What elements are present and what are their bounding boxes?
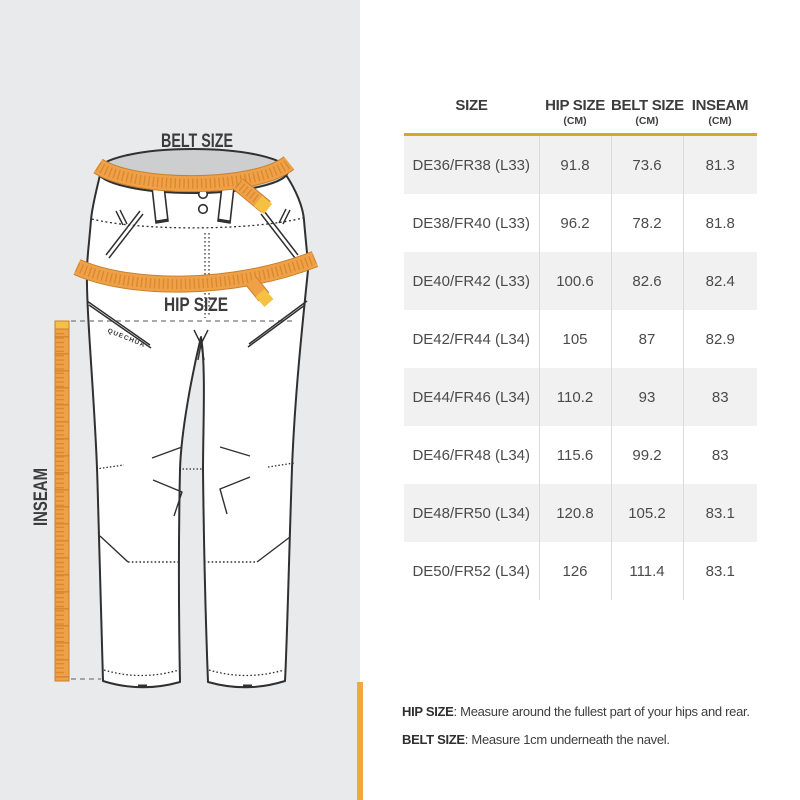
value-cell: 105	[539, 310, 611, 368]
value-cell: 111.4	[611, 542, 683, 600]
col-label-size: SIZE	[455, 97, 488, 114]
diagram-panel	[0, 0, 360, 800]
col-unit-inseam: (CM)	[708, 115, 732, 127]
value-cell: 78.2	[611, 194, 683, 252]
value-cell: 96.2	[539, 194, 611, 252]
belt-size-note	[402, 726, 794, 754]
col-header-size	[404, 97, 539, 135]
size-cell: DE36/FR38 (L33)	[412, 156, 531, 174]
value-cell: 110.2	[539, 368, 611, 426]
value-cell: 120.8	[539, 484, 611, 542]
table-row	[404, 368, 757, 426]
brand-text: QUECHUA	[106, 327, 147, 350]
value-cell: 81.3	[683, 135, 757, 195]
measurement-notes	[402, 698, 794, 754]
col-label-belt: BELT SIZE	[611, 97, 684, 114]
table-row	[404, 484, 757, 542]
pants-outline	[87, 175, 308, 687]
belt-size-note-text: : Measure 1cm underneath the navel.	[464, 732, 670, 747]
size-cell: DE48/FR50 (L34)	[412, 504, 531, 522]
value-cell: 82.6	[611, 252, 683, 310]
col-header-hip	[539, 97, 611, 135]
value-cell: 100.6	[539, 252, 611, 310]
value-cell: 82.4	[683, 252, 757, 310]
col-unit-belt: (CM)	[635, 115, 659, 127]
value-cell: 105.2	[611, 484, 683, 542]
value-cell: 83.1	[683, 484, 757, 542]
value-cell: 99.2	[611, 426, 683, 484]
col-header-belt	[611, 97, 683, 135]
value-cell: 83	[683, 426, 757, 484]
value-cell: 115.6	[539, 426, 611, 484]
size-table-header	[404, 97, 757, 135]
table-row	[404, 194, 757, 252]
hip-size-note-label: HIP SIZE	[402, 704, 454, 719]
value-cell: 91.8	[539, 135, 611, 195]
col-header-inseam	[683, 97, 757, 135]
size-cell: DE42/FR44 (L34)	[412, 330, 531, 348]
hip-size-label: HIP SIZE	[164, 295, 228, 316]
value-cell: 93	[611, 368, 683, 426]
col-label-hip: HIP SIZE	[545, 97, 605, 114]
table-row	[404, 252, 757, 310]
hip-size-note-text: : Measure around the fullest part of your hips and rear.	[453, 704, 750, 719]
value-cell: 126	[539, 542, 611, 600]
size-cell: DE46/FR48 (L34)	[412, 446, 531, 464]
value-cell: 81.8	[683, 194, 757, 252]
col-label-inseam: INSEAM	[691, 97, 749, 114]
table-row	[404, 135, 757, 195]
size-cell: DE44/FR46 (L34)	[412, 388, 531, 406]
size-cell: DE40/FR42 (L33)	[412, 272, 531, 290]
col-unit-size	[404, 114, 539, 128]
col-unit-hip: (CM)	[563, 115, 587, 127]
belt-size-label: BELT SIZE	[161, 131, 233, 152]
value-cell: 87	[611, 310, 683, 368]
table-row	[404, 426, 757, 484]
size-cell: DE38/FR40 (L33)	[412, 214, 531, 232]
table-row	[404, 310, 757, 368]
belt-size-note-label: BELT SIZE	[402, 732, 465, 747]
table-row	[404, 542, 757, 600]
value-cell: 73.6	[611, 135, 683, 195]
notes-accent-bar	[357, 682, 363, 800]
size-table	[404, 97, 757, 600]
value-cell: 83.1	[683, 542, 757, 600]
value-cell: 83	[683, 368, 757, 426]
value-cell: 82.9	[683, 310, 757, 368]
pants-diagram	[0, 0, 360, 800]
inseam-label: INSEAM	[31, 452, 52, 526]
size-cell: DE50/FR52 (L34)	[412, 562, 531, 580]
hip-size-note	[402, 698, 794, 726]
inseam-tape	[55, 321, 69, 681]
size-table-body	[404, 135, 757, 601]
